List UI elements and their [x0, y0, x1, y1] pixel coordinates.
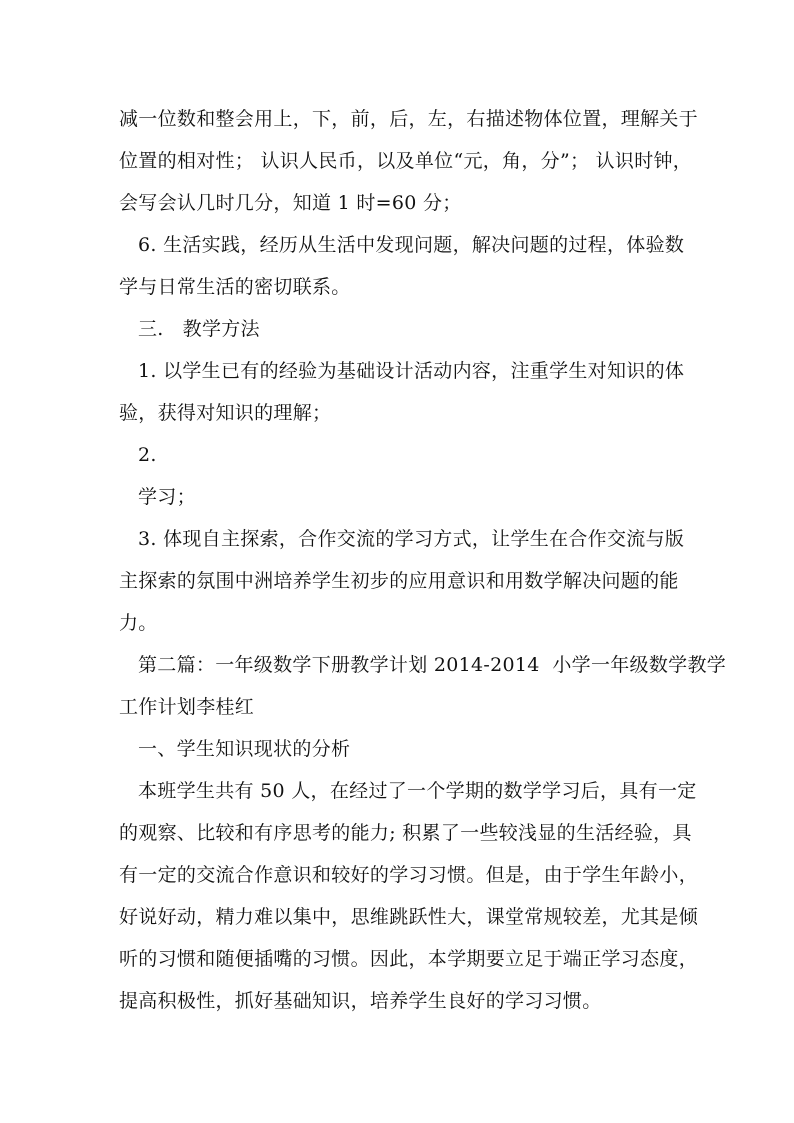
text-line-5: 学与日常生活的密切联系。	[119, 276, 351, 298]
text-line-17: 本班学生共有 50 人，在经过了一个学期的数学学习后，具有一定	[138, 780, 697, 802]
text-line-1: 减一位数和整会用上，下，前，后，左，右描述物体位置，理解关于	[119, 108, 699, 130]
text-line-11: 3. 体现自主探索，合作交流的学习方式，让学生在合作交流与版	[138, 528, 685, 550]
text-line-7: 1. 以学生已有的经验为基础设计活动内容，注重学生对知识的体	[138, 360, 685, 382]
chapter-title-line-1: 第二篇：一年级数学下册教学计划 2014-2014 小学一年级数学教学	[138, 654, 727, 676]
text-line-18: 的观察、比较和有序思考的能力; 积累了一些较浅显的生活经验，具	[119, 822, 692, 844]
section-heading-analysis: 一、学生知识现状的分析	[138, 738, 351, 760]
text-line-22: 提高积极性，抓好基础知识，培养学生良好的学习习惯。	[119, 990, 602, 1012]
text-line-12: 主探索的氛围中洲培养学生初步的应用意识和用数学解决问题的能	[119, 570, 679, 592]
text-line-21: 听的习惯和随便插嘴的习惯。因此，本学期要立足于端正学习态度，	[119, 948, 699, 970]
text-line-2: 位置的相对性； 认识人民币，以及单位“元，角，分”； 认识时钟，	[119, 150, 693, 172]
text-line-4: 6. 生活实践，经历从生活中发现问题，解决问题的过程，体验数	[138, 234, 685, 256]
text-line-8: 验，获得对知识的理解；	[119, 402, 332, 424]
text-line-3: 会写会认几时几分，知道 1 时=60 分；	[119, 192, 462, 214]
text-line-20: 好说好动，精力难以集中，思维跳跃性大，课堂常规较差，尤其是倾	[119, 906, 699, 928]
text-line-13: 力。	[119, 612, 158, 634]
text-line-10: 学习；	[138, 486, 196, 508]
text-line-19: 有一定的交流合作意识和较好的学习习惯。但是，由于学生年龄小，	[119, 864, 699, 886]
section-heading-methods: 三. 教学方法	[138, 318, 260, 340]
text-line-9: 2.	[138, 444, 157, 466]
chapter-title-line-2: 工作计划李桂红	[119, 696, 255, 718]
